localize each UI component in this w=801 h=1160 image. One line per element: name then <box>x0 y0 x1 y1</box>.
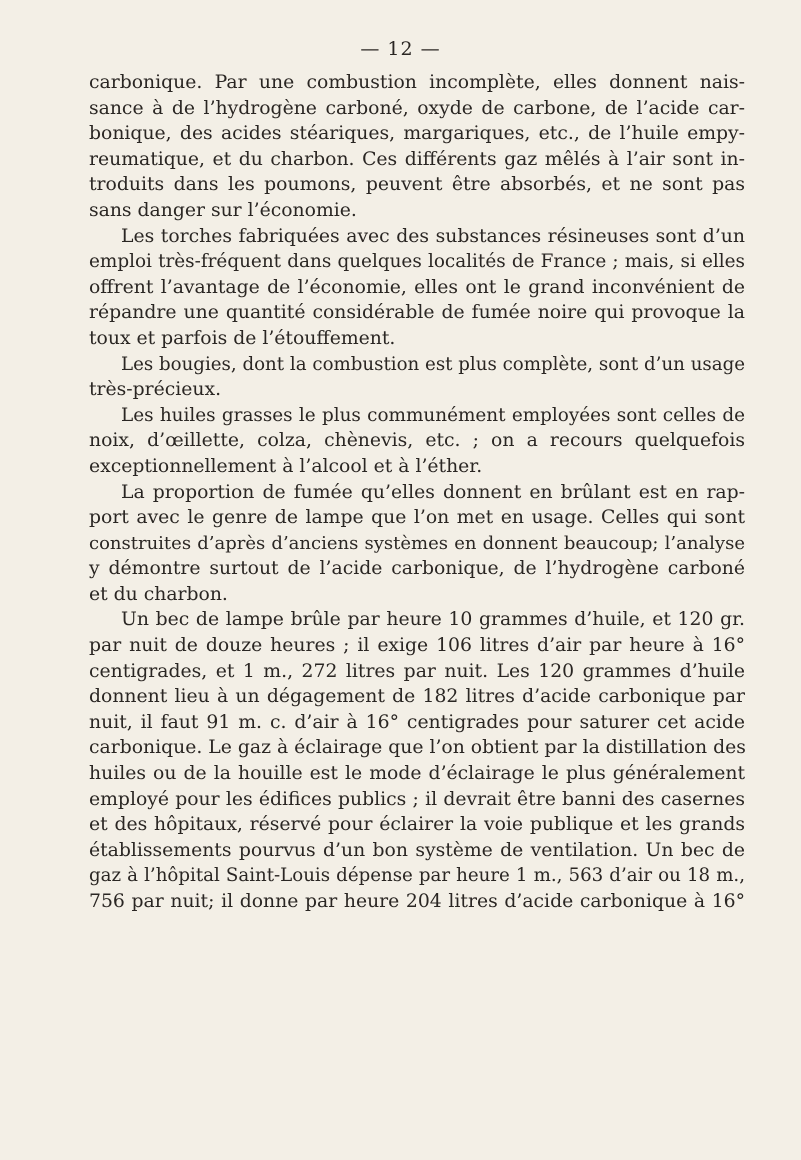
text-line: très-précieux. <box>89 379 222 401</box>
text-line: donnent lieu à un dégagement de 182 litres d’acide carbonique par <box>89 686 745 708</box>
text-line: Les torches fabriquées avec des substances résineuses sont d’un <box>121 225 745 247</box>
text-line: carbonique. Par une combustion incomplète, elles donnent nais- <box>89 72 745 93</box>
text-line: sans danger sur l’économie. <box>89 199 357 221</box>
text-line: gaz à l’hôpital Saint-Louis dépense par heure 1 m., 563 d’air ou 18 m., <box>89 865 745 887</box>
text-line: nuit, il faut 91 m. c. d’air à 16° centigrades pour saturer cet acide <box>89 711 745 733</box>
text-line: reumatique, et du charbon. Ces différents gaz mêlés à l’air sont in- <box>89 148 745 170</box>
text-line: établissements pourvus d’un bon système de ventilation. Un bec de <box>89 839 745 861</box>
text-line: bonique, des acides stéariques, margariques, etc., de l’huile empy- <box>89 123 745 145</box>
text-line: La proportion de fumée qu’elles donnent en brûlant est en rap- <box>121 481 745 503</box>
text-line: port avec le genre de lampe que l’on met en usage. Celles qui sont <box>89 507 745 529</box>
text-line: répandre une quantité considérable de fumée noire qui provoque la <box>89 302 745 324</box>
text-line: emploi très-fréquent dans quelques localités de France ; mais, si elles <box>89 251 745 273</box>
text-line: par nuit de douze heures ; il exige 106 litres d’air par heure à 16° <box>89 635 745 657</box>
text-line: centigrades, et 1 m., 272 litres par nuit. Les 120 grammes d’huile <box>89 660 745 682</box>
text-line: exceptionnellement à l’alcool et à l’éther. <box>89 455 483 477</box>
text-line: employé pour les édifices publics ; il devrait être banni des casernes <box>89 788 745 810</box>
page-number: — 12 — <box>360 38 441 60</box>
text-line: Les huiles grasses le plus communément employées sont celles de <box>121 404 745 426</box>
text-line: 756 par nuit; il donne par heure 204 litres d’acide carbonique à 16° <box>89 891 745 912</box>
text-line: huiles ou de la houille est le mode d’éclairage le plus généralement <box>89 763 745 785</box>
text-line: et du charbon. <box>89 583 228 605</box>
text-line: et des hôpitaux, réservé pour éclairer la voie publique et les grands <box>89 814 745 836</box>
text-line: offrent l’avantage de l’économie, elles ont le grand inconvénient de <box>89 276 745 298</box>
text-line: Un bec de lampe brûle par heure 10 grammes d’huile, et 120 gr. <box>121 609 745 631</box>
body-text <box>89 70 745 915</box>
text-line: carbonique. Le gaz à éclairage que l’on obtient par la distillation des <box>89 737 746 759</box>
text-line: sance à de l’hydrogène carboné, oxyde de carbone, de l’acide car- <box>89 97 745 119</box>
text-line: troduits dans les poumons, peuvent être absorbés, et ne sont pas <box>89 174 745 196</box>
text-line: y démontre surtout de l’acide carbonique, de l’hydrogène carboné <box>89 558 745 580</box>
text-line: noix, d’œillette, colza, chènevis, etc. ; on a recours quelquefois <box>89 430 745 452</box>
text-line: Les bougies, dont la combustion est plus complète, sont d’un usage <box>121 353 745 375</box>
text-line: toux et parfois de l’étouffement. <box>89 327 396 349</box>
text-line: construites d’après d’anciens systèmes en donnent beaucoup; l’analyse <box>89 532 745 554</box>
